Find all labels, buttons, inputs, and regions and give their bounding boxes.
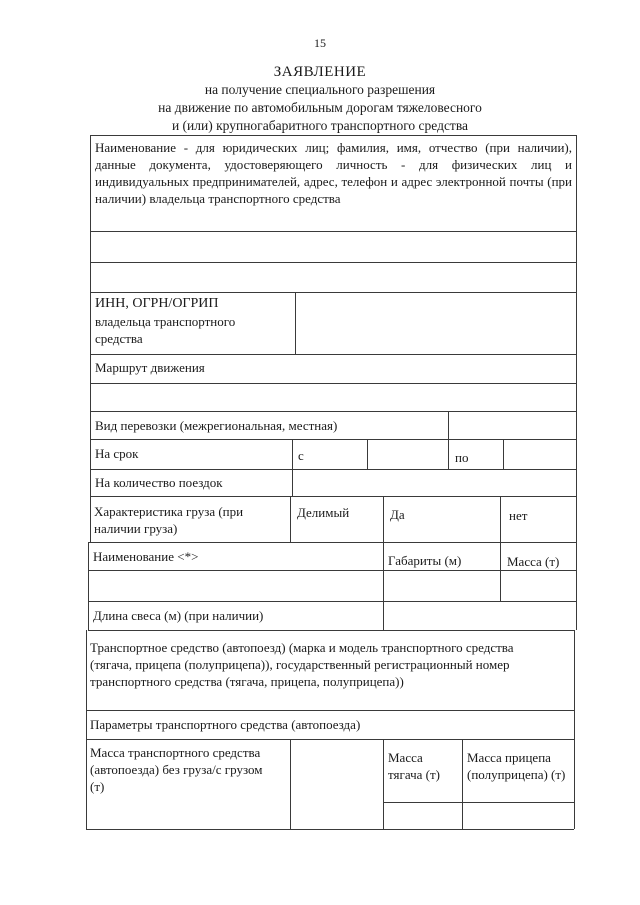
table-rule <box>90 411 576 412</box>
table-rule <box>90 469 576 470</box>
table-rule <box>88 542 576 543</box>
transport-type-label: Вид перевозки (межрегиональная, местная) <box>95 418 338 433</box>
trips-label: На количество поездок <box>95 475 223 490</box>
table-border-right <box>574 630 575 829</box>
mass-label: Масса (т) <box>507 554 560 569</box>
table-border-left <box>86 630 87 829</box>
cell-divider <box>383 496 384 542</box>
table-rule <box>88 601 576 602</box>
overhang-label: Длина свеса (м) (при наличии) <box>93 608 264 623</box>
table-rule <box>90 383 576 384</box>
table-rule <box>86 710 574 711</box>
table-rule <box>90 262 576 263</box>
table-rule <box>88 570 576 571</box>
inn-label: ИНН, ОГРН/ОГРИП <box>95 296 219 311</box>
divisible-label: Делимый <box>297 505 350 520</box>
table-rule <box>90 231 576 232</box>
table-rule <box>86 739 574 740</box>
cell-divider <box>367 439 368 469</box>
cell-divider <box>448 411 449 439</box>
dimensions-label: Габариты (м) <box>388 553 462 568</box>
inn-owner-label: владельца транспортного средства <box>95 314 236 346</box>
table-rule <box>90 292 576 293</box>
term-to-label: по <box>455 450 469 465</box>
table-rule <box>90 135 576 136</box>
vehicle-label: Транспортное средство (автопоезд) (марка и модель транспортного средства (тягача, прицепа (полуприцепа)), государственный регистрационный номер транспортного средства (тягача, прицепа, полуприцепа)) <box>90 640 514 689</box>
form-subtitle-line-3: и (или) крупногабаритного транспортного средства <box>171 118 469 133</box>
cell-divider <box>383 542 384 630</box>
term-label: На срок <box>95 446 139 461</box>
route-label: Маршрут движения <box>95 360 205 375</box>
tractor-mass-label: Масса тягача (т) <box>388 750 440 782</box>
form-title: ЗАЯВЛЕНИЕ <box>273 64 367 80</box>
form-subtitle-line-2: на движение по автомобильным дорогам тяжеловесного <box>158 100 482 115</box>
cargo-characteristic-label: Характеристика груза (при наличии груза) <box>94 504 244 536</box>
cell-divider <box>295 292 296 354</box>
form-subtitle-line-1: на получение специального разрешения <box>204 82 436 97</box>
cell-divider <box>290 496 291 542</box>
vehicle-params-label: Параметры транспортного средства (автопоезда) <box>90 717 361 732</box>
cell-divider <box>503 439 504 469</box>
divisible-no-label: нет <box>509 508 528 523</box>
cell-divider <box>292 439 293 469</box>
page-number: 15 <box>314 36 326 50</box>
owner-name-label: Наименование - для юридических лиц; фамилия, имя, отчество (при наличии), данные документа, удостоверяющего личность - для физических лиц и индивидуальных предпринимателей, адрес, телефон и адрес электронной почты (при наличии) владельца транспортного средства <box>95 140 572 206</box>
cell-divider <box>383 739 384 829</box>
table-rule <box>86 829 574 830</box>
table-border-left <box>88 542 89 630</box>
divisible-yes-label: Да <box>390 507 405 522</box>
table-border-left <box>90 135 91 542</box>
table-rule <box>90 354 576 355</box>
cell-divider <box>462 739 463 829</box>
cell-divider <box>500 496 501 542</box>
vehicle-mass-label: Масса транспортного средства (автопоезда) без груза/с грузом (т) <box>90 745 263 794</box>
trailer-mass-label: Масса прицепа (полуприцепа) (т) <box>467 750 566 782</box>
table-rule <box>88 630 574 631</box>
table-rule <box>383 802 574 803</box>
cell-divider <box>448 439 449 469</box>
cell-divider <box>500 542 501 601</box>
table-rule <box>90 496 576 497</box>
term-from-label: с <box>298 448 304 463</box>
cargo-name-label: Наименование <*> <box>93 549 199 564</box>
cell-divider <box>290 739 291 829</box>
cell-divider <box>292 469 293 496</box>
table-border-right <box>576 135 577 630</box>
